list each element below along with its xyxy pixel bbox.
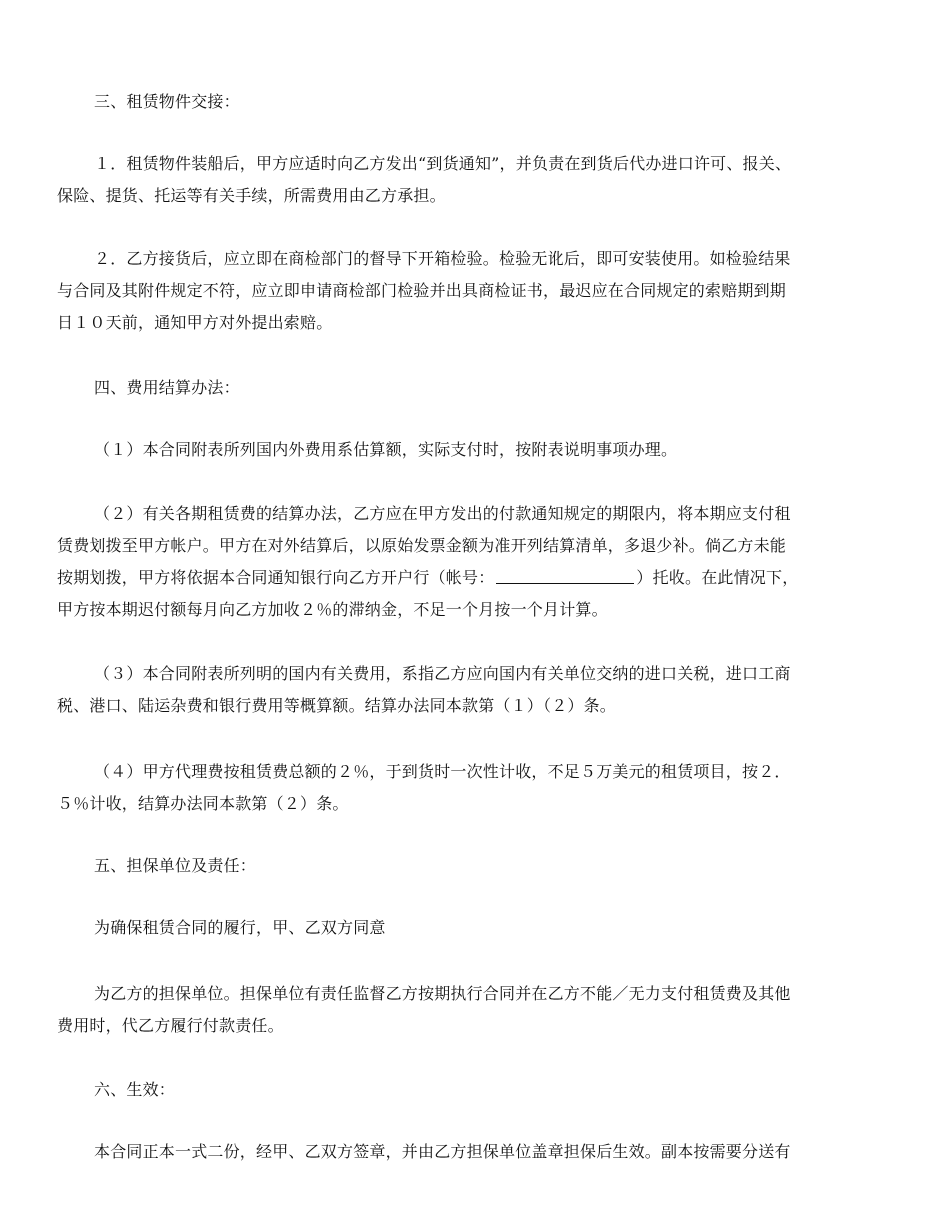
section-5-heading — [57, 850, 907, 882]
clause-3-1 — [57, 148, 907, 212]
clause-line: 与合同及其附件规定不符，应立即申请商检部门检验并出具商检证书，最迟应在合同规定的索赔期到期 — [57, 281, 787, 300]
paragraph-line: 为确保租赁合同的履行，甲、乙双方同意 — [94, 918, 386, 937]
clause-4-2 — [57, 498, 907, 626]
clause-3-2 — [57, 243, 907, 339]
paragraph-line: 本合同正本一式二份，经甲、乙双方签章，并由乙方担保单位盖章担保后生效。副本按需要分送有 — [94, 1142, 791, 1161]
section-3-heading — [57, 86, 907, 118]
clause-line: （３）本合同附表所列明的国内有关费用，系指乙方应向国内有关单位交纳的进口关税，进口工商 — [94, 664, 791, 683]
clause-line: １．租赁物件装船后，甲方应适时向乙方发出“到货通知”，并负责在到货后代办进口许可、报关、 — [94, 154, 792, 173]
section-heading-text: 四、费用结算办法： — [94, 378, 240, 397]
clause-4-3 — [57, 658, 907, 722]
clause-line: （４）甲方代理费按租赁费总额的２％，于到货时一次性计收，不足５万美元的租赁项目，按２． — [94, 762, 791, 781]
section-6-heading — [57, 1074, 907, 1106]
clause-text-before-blank: 按期划拨，甲方将依据本合同通知银行向乙方开户行（帐号： — [57, 568, 495, 587]
clause-line: 日１０天前，通知甲方对外提出索赔。 — [57, 313, 333, 332]
effectiveness-clause — [57, 1136, 907, 1168]
clause-line: 保险、提货、托运等有关手续，所需费用由乙方承担。 — [57, 186, 446, 205]
clause-line: 甲方按本期迟付额每月向乙方加收２％的滞纳金，不足一个月按一个月计算。 — [57, 600, 608, 619]
clause-line: 税、港口、陆运杂费和银行费用等概算额。结算办法同本款第（１）（２）条。 — [57, 696, 617, 715]
guarantor-responsibility — [57, 978, 907, 1042]
clause-line: ２．乙方接货后，应立即在商检部门的督导下开箱检验。检验无讹后，即可安装使用。如检验结果 — [94, 249, 791, 268]
clause-text-after-blank: ）托收。在此情况下， — [636, 568, 799, 587]
account-number-blank — [496, 567, 634, 584]
clause-4-4 — [57, 756, 907, 820]
section-heading-text: 三、租赁物件交接： — [94, 92, 240, 111]
clause-line-with-blank — [57, 562, 907, 594]
clause-line: （１）本合同附表所列国内外费用系估算额，实际支付时，按附表说明事项办理。 — [94, 440, 678, 459]
paragraph-line: 费用时，代乙方履行付款责任。 — [57, 1016, 284, 1035]
paragraph-line: 为乙方的担保单位。担保单位有责任监督乙方按期执行合同并在乙方不能／无力支付租赁费及其他 — [94, 984, 791, 1003]
clause-line: （２）有关各期租赁费的结算办法，乙方应在甲方发出的付款通知规定的期限内，将本期应支付租 — [94, 504, 791, 523]
section-heading-text: 五、担保单位及责任： — [94, 856, 257, 875]
clause-4-1 — [57, 434, 907, 466]
guarantor-intro — [57, 912, 907, 944]
section-4-heading — [57, 372, 907, 404]
clause-line: ５％计收，结算办法同本款第（２）条。 — [57, 794, 349, 813]
section-heading-text: 六、生效： — [94, 1080, 176, 1099]
clause-line: 赁费划拨至甲方帐户。甲方在对外结算后，以原始发票金额为准开列结算清单，多退少补。倘乙方未能 — [57, 536, 787, 555]
